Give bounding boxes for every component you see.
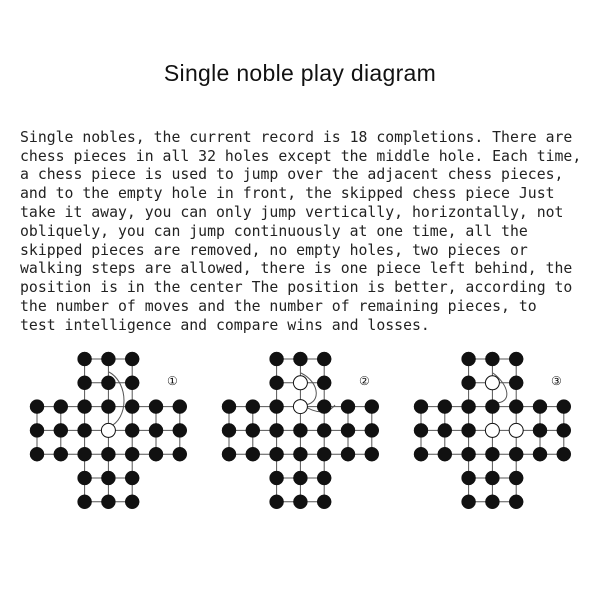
peg	[414, 447, 428, 461]
peg	[341, 423, 355, 437]
description-line: the number of moves and the number of remaining pieces, to	[20, 297, 537, 315]
peg	[222, 447, 236, 461]
empty-hole	[485, 423, 499, 437]
peg	[509, 471, 523, 485]
peg	[485, 447, 499, 461]
peg	[317, 447, 331, 461]
peg	[270, 447, 284, 461]
peg	[414, 423, 428, 437]
peg	[101, 495, 115, 509]
peg	[30, 423, 44, 437]
empty-hole	[101, 423, 115, 437]
peg	[173, 423, 187, 437]
peg	[557, 400, 571, 414]
rules-description	[20, 110, 590, 354]
peg	[78, 376, 92, 390]
peg	[485, 400, 499, 414]
peg	[78, 471, 92, 485]
peg	[317, 495, 331, 509]
peg	[149, 423, 163, 437]
peg	[462, 495, 476, 509]
peg	[270, 376, 284, 390]
peg	[270, 400, 284, 414]
page-title: Single noble play diagram	[163, 60, 437, 86]
peg	[365, 447, 379, 461]
peg	[78, 400, 92, 414]
peg	[125, 423, 139, 437]
description-line: a chess piece is used to jump over the adjacent chess pieces,	[20, 166, 564, 184]
peg	[125, 495, 139, 509]
peg	[54, 447, 68, 461]
peg	[149, 447, 163, 461]
peg	[509, 447, 523, 461]
peg	[293, 423, 307, 437]
peg	[533, 400, 547, 414]
peg	[125, 352, 139, 366]
description-line: chess pieces in all 32 holes except the middle hole. Each time,	[20, 147, 582, 165]
peg	[78, 447, 92, 461]
peg	[78, 423, 92, 437]
peg	[509, 352, 523, 366]
peg	[341, 400, 355, 414]
description-line: and to the empty hole in front, the skipped chess piece Just	[20, 185, 555, 203]
board-diagram-1	[25, 345, 205, 515]
peg	[270, 352, 284, 366]
peg	[485, 495, 499, 509]
peg	[485, 471, 499, 485]
step-number-label: ②	[359, 374, 370, 388]
peg	[293, 495, 307, 509]
peg	[222, 423, 236, 437]
peg	[317, 352, 331, 366]
peg	[78, 352, 92, 366]
peg	[293, 447, 307, 461]
peg	[365, 400, 379, 414]
peg	[101, 447, 115, 461]
peg	[101, 471, 115, 485]
peg	[125, 471, 139, 485]
peg	[101, 400, 115, 414]
description-line: take it away, you can only jump vertically, horizontally, not	[20, 203, 564, 221]
peg	[438, 447, 452, 461]
peg	[438, 423, 452, 437]
peg	[462, 352, 476, 366]
peg	[125, 376, 139, 390]
peg	[270, 471, 284, 485]
peg	[149, 400, 163, 414]
peg	[246, 423, 260, 437]
peg	[101, 376, 115, 390]
peg	[222, 400, 236, 414]
empty-hole	[509, 423, 523, 437]
description-line: position is in the center The position is better, according to	[20, 279, 573, 297]
peg	[509, 495, 523, 509]
peg	[173, 447, 187, 461]
peg	[317, 471, 331, 485]
peg	[509, 376, 523, 390]
peg	[101, 352, 115, 366]
peg	[462, 400, 476, 414]
peg	[54, 400, 68, 414]
peg	[533, 447, 547, 461]
peg	[54, 423, 68, 437]
peg	[533, 423, 547, 437]
peg	[270, 495, 284, 509]
peg	[317, 423, 331, 437]
peg	[557, 447, 571, 461]
peg	[317, 376, 331, 390]
peg	[293, 471, 307, 485]
peg	[173, 400, 187, 414]
peg	[365, 423, 379, 437]
description-line: walking steps are allowed, there is one piece left behind, the	[20, 260, 573, 278]
empty-hole	[293, 376, 307, 390]
peg	[125, 400, 139, 414]
peg	[341, 447, 355, 461]
peg	[557, 423, 571, 437]
board-diagram-2	[217, 345, 397, 515]
peg	[462, 471, 476, 485]
peg	[246, 447, 260, 461]
peg	[30, 447, 44, 461]
description-line: test intelligence and compare wins and losses.	[20, 316, 430, 334]
peg	[125, 447, 139, 461]
step-number-label: ①	[167, 374, 178, 388]
peg	[462, 376, 476, 390]
peg	[293, 352, 307, 366]
peg	[509, 400, 523, 414]
empty-hole	[485, 376, 499, 390]
peg	[438, 400, 452, 414]
peg	[414, 400, 428, 414]
peg	[78, 495, 92, 509]
peg	[462, 447, 476, 461]
peg	[30, 400, 44, 414]
description-line: obliquely, you can jump continuously at one time, all the	[20, 222, 528, 240]
description-line: Single nobles, the current record is 18 completions. There are	[20, 128, 573, 146]
description-line: skipped pieces are removed, no empty holes, two pieces or	[20, 241, 528, 259]
peg	[246, 400, 260, 414]
peg	[462, 423, 476, 437]
board-diagram-3	[409, 345, 589, 515]
peg	[270, 423, 284, 437]
peg	[485, 352, 499, 366]
step-number-label: ③	[551, 374, 562, 388]
empty-hole	[293, 400, 307, 414]
peg	[317, 400, 331, 414]
